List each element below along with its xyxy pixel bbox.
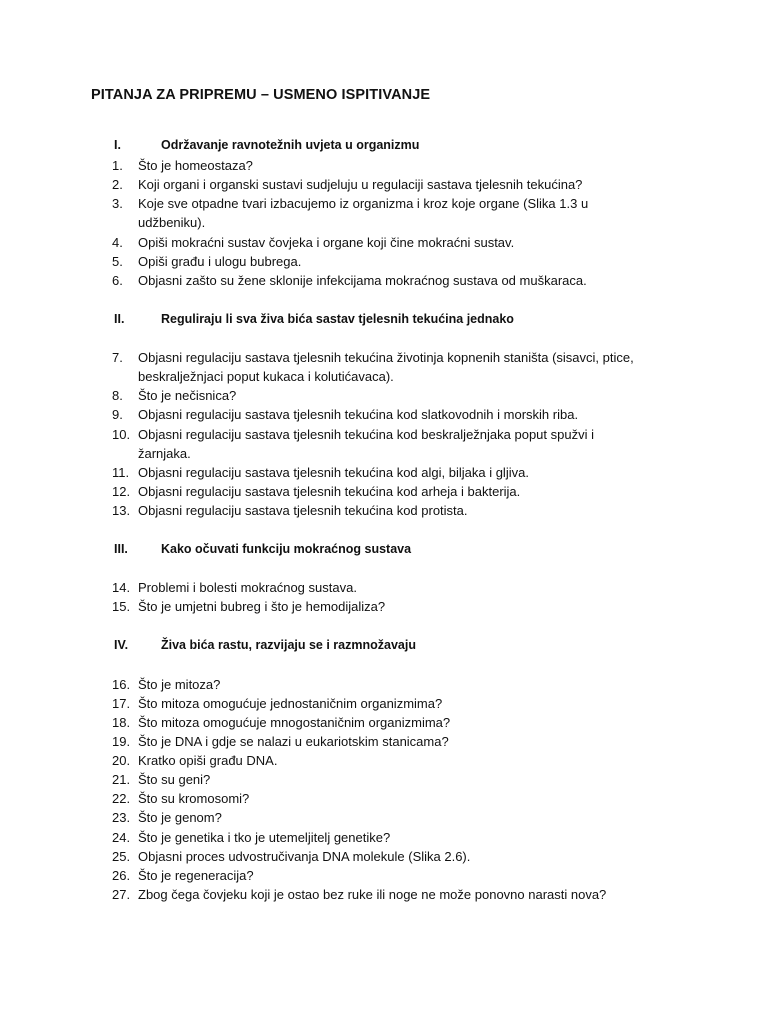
question-text-continued: žarnjaka.: [138, 446, 191, 461]
question-item: [0, 808, 768, 827]
question-number: 6.: [112, 273, 123, 288]
question-item: [0, 597, 768, 616]
question-text: Objasni proces udvostručivanja DNA molekule (Slika 2.6).: [138, 849, 471, 864]
question-number: 27.: [112, 887, 131, 902]
section-heading-3: [0, 540, 768, 559]
section-title: Reguliraju li sva živa bića sastav tjelesnih tekućina jednako: [161, 312, 514, 326]
question-item: [0, 847, 768, 866]
question-item: [0, 751, 768, 770]
question-item: [0, 348, 768, 367]
question-number: 12.: [112, 484, 131, 499]
question-item: [0, 233, 768, 252]
question-number: 11.: [112, 465, 130, 480]
question-number: 1.: [112, 158, 123, 173]
question-number: 18.: [112, 715, 131, 730]
question-item: [0, 770, 768, 789]
section-heading-4: [0, 636, 768, 655]
question-number: 19.: [112, 734, 131, 749]
question-text: Koji organi i organski sustavi sudjeluju u regulaciji sastava tjelesnih tekućina?: [138, 177, 583, 192]
question-number: 7.: [112, 350, 123, 365]
question-text-continued: beskralježnjaci poput kukaca i kolutićavaca).: [138, 369, 394, 384]
question-text: Što su geni?: [138, 772, 211, 787]
question-text: Opiši mokraćni sustav čovjeka i organe koji čine mokraćni sustav.: [138, 235, 515, 250]
question-number: 10.: [112, 427, 131, 442]
question-text: Kratko opiši građu DNA.: [138, 753, 278, 768]
section-heading-1: [0, 136, 768, 155]
question-text: Problemi i bolesti mokraćnog sustava.: [138, 580, 357, 595]
question-number: 13.: [112, 503, 131, 518]
section-numeral: III.: [114, 542, 128, 556]
question-text: Što je nečisnica?: [138, 388, 237, 403]
question-item: [0, 501, 768, 520]
question-item: [0, 713, 768, 732]
question-text-continued: udžbeniku).: [138, 215, 206, 230]
question-text: Koje sve otpadne tvari izbacujemo iz organizma i kroz koje organe (Slika 1.3 u: [138, 196, 589, 211]
question-number: 26.: [112, 868, 131, 883]
question-item: [0, 789, 768, 808]
question-number: 22.: [112, 791, 131, 806]
question-text: Objasni regulaciju sastava tjelesnih tekućina kod algi, biljaka i gljiva.: [138, 465, 529, 480]
section-title: Kako očuvati funkciju mokraćnog sustava: [161, 542, 412, 556]
question-number: 23.: [112, 810, 131, 825]
section-title: Održavanje ravnotežnih uvjeta u organizmu: [161, 138, 420, 152]
question-item: [0, 578, 768, 597]
question-item: [0, 866, 768, 885]
question-text: Opiši građu i ulogu bubrega.: [138, 254, 302, 269]
section-title: Živa bića rastu, razvijaju se i razmnožavaju: [161, 638, 416, 652]
question-text: Objasni zašto su žene sklonije infekcijama mokraćnog sustava od muškaraca.: [138, 273, 587, 288]
question-item: [0, 482, 768, 501]
question-number: 3.: [112, 196, 123, 211]
question-continuation: [0, 444, 768, 463]
question-text: Što je genom?: [138, 810, 222, 825]
question-text: Što je mitoza?: [138, 677, 221, 692]
question-text: Objasni regulaciju sastava tjelesnih tekućina kod protista.: [138, 503, 468, 518]
question-number: 2.: [112, 177, 123, 192]
question-item: [0, 271, 768, 290]
question-text: Objasni regulaciju sastava tjelesnih tekućina kod slatkovodnih i morskih riba.: [138, 407, 579, 422]
question-text: Što je homeostaza?: [138, 158, 253, 173]
question-text: Što je DNA i gdje se nalazi u eukariotskim stanicama?: [138, 734, 449, 749]
question-continuation: [0, 213, 768, 232]
question-text: Što je genetika i tko je utemeljitelj genetike?: [138, 830, 391, 845]
question-number: 21.: [112, 772, 131, 787]
question-number: 24.: [112, 830, 131, 845]
question-number: 14.: [112, 580, 131, 595]
question-item: [0, 732, 768, 751]
section-numeral: II.: [114, 312, 125, 326]
question-text: Objasni regulaciju sastava tjelesnih tekućina kod beskralježnjaka poput spužvi i: [138, 427, 594, 442]
question-text: Objasni regulaciju sastava tjelesnih tekućina životinja kopnenih staništa (sisavci, ptice,: [138, 350, 634, 365]
section-numeral: I.: [114, 138, 121, 152]
question-number: 17.: [112, 696, 131, 711]
question-item: [0, 405, 768, 424]
question-item: [0, 828, 768, 847]
question-number: 16.: [112, 677, 131, 692]
question-text: Što su kromosomi?: [138, 791, 250, 806]
question-item: [0, 175, 768, 194]
section-heading-2: [0, 310, 768, 329]
question-number: 15.: [112, 599, 131, 614]
question-text: Što mitoza omogućuje mnogostaničnim organizmima?: [138, 715, 451, 730]
question-continuation: [0, 367, 768, 386]
question-item: [0, 252, 768, 271]
question-item: [0, 885, 768, 904]
question-text: Što je umjetni bubreg i što je hemodijaliza?: [138, 599, 386, 614]
question-item: [0, 425, 768, 444]
question-number: 8.: [112, 388, 123, 403]
question-item: [0, 694, 768, 713]
question-number: 5.: [112, 254, 123, 269]
question-number: 20.: [112, 753, 131, 768]
question-text: Zbog čega čovjeku koji je ostao bez ruke ili noge ne može ponovno narasti nova?: [138, 887, 607, 902]
question-text: Što je regeneracija?: [138, 868, 254, 883]
question-item: [0, 156, 768, 175]
question-text: Objasni regulaciju sastava tjelesnih tekućina kod arheja i bakterija.: [138, 484, 521, 499]
question-number: 4.: [112, 235, 123, 250]
section-numeral: IV.: [114, 638, 129, 652]
question-number: 25.: [112, 849, 131, 864]
question-item: [0, 386, 768, 405]
question-number: 9.: [112, 407, 123, 422]
page-title: PITANJA ZA PRIPREMU – USMENO ISPITIVANJE: [91, 87, 431, 103]
question-item: [0, 194, 768, 213]
question-text: Što mitoza omogućuje jednostaničnim organizmima?: [138, 696, 443, 711]
question-item: [0, 463, 768, 482]
question-item: [0, 675, 768, 694]
